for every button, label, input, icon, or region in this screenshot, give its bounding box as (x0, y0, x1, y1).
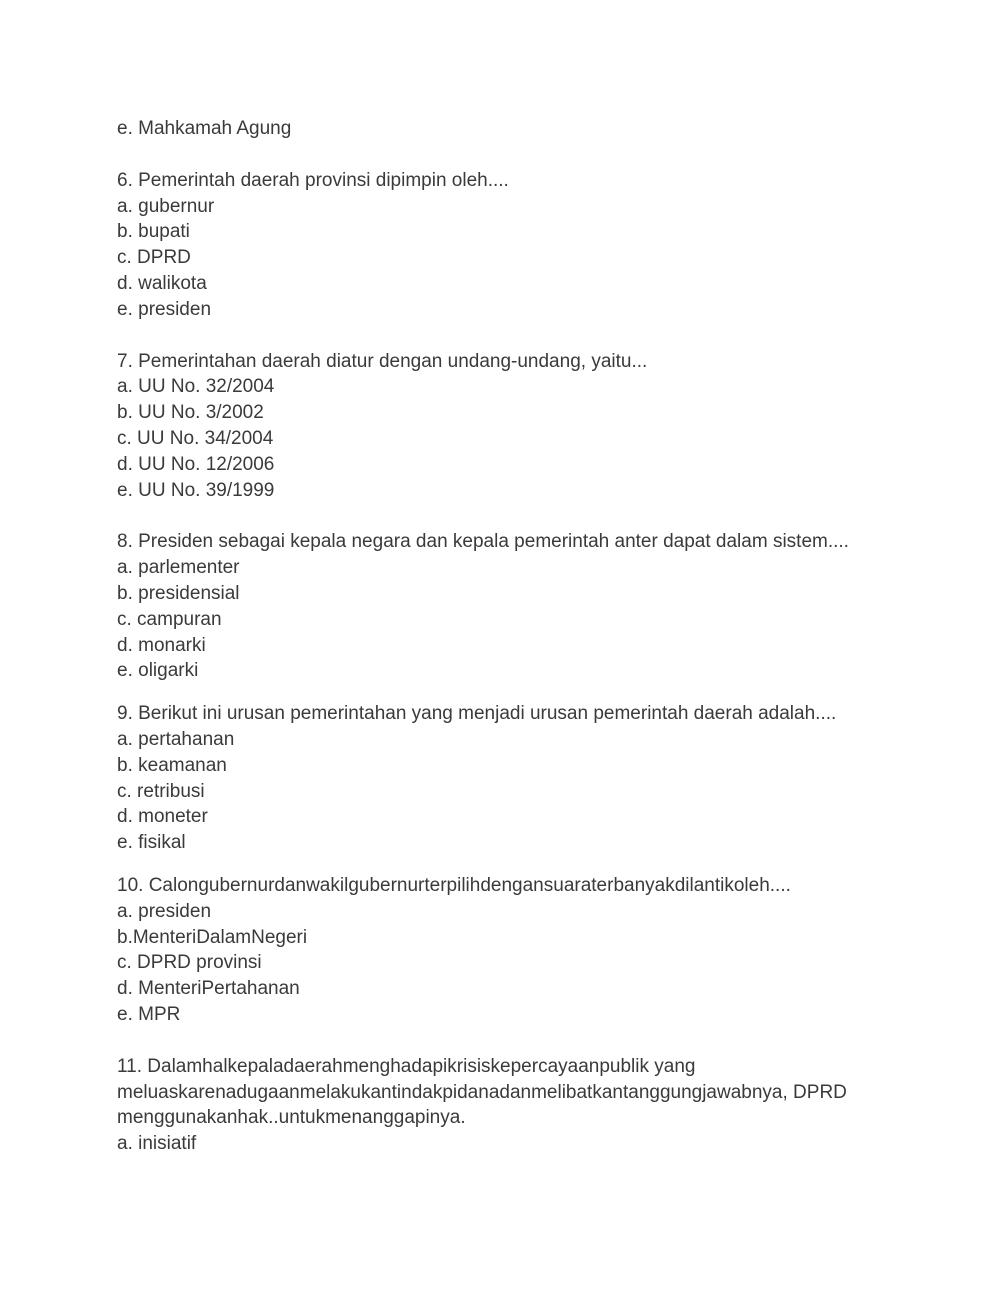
question-text-line-2: meluaskarenadugaanmelakukantindakpidanadanmelibatkantanggungjawabnya, DPRD (117, 1081, 847, 1103)
question-7 (117, 349, 917, 504)
question-5-option-e: e. Mahkamah Agung (117, 118, 292, 139)
question-11 (117, 1054, 917, 1157)
option-e: e. presiden (117, 298, 212, 320)
option-c: c. UU No. 34/2004 (117, 427, 274, 449)
option-a: a. inisiatif (117, 1133, 197, 1155)
question-text: 7. Pemerintahan daerah diatur dengan undang-undang, yaitu... (117, 350, 648, 372)
spacer (117, 1028, 917, 1054)
option-a: a. gubernur (117, 195, 215, 217)
spacer (117, 856, 917, 873)
option-b: b. presidensial (117, 582, 240, 604)
option-b: b. keamanan (117, 754, 227, 776)
option-c: c. campuran (117, 608, 222, 630)
worksheet-page (117, 116, 917, 1157)
question-text: 8. Presiden sebagai kepala negara dan kepala pemerintah anter dapat dalam sistem.... (117, 531, 849, 553)
question-text: 9. Berikut ini urusan pemerintahan yang menjadi urusan pemerintah daerah adalah.... (117, 703, 837, 725)
option-b: b. bupati (117, 221, 190, 243)
option-c: c. DPRD provinsi (117, 952, 262, 974)
option-e: e. MPR (117, 1003, 181, 1025)
option-e: e. oligarki (117, 660, 199, 682)
question-9 (117, 701, 917, 856)
option-c: c. DPRD (117, 247, 191, 269)
option-a: a. UU No. 32/2004 (117, 376, 275, 398)
spacer (117, 323, 917, 349)
question-text: 6. Pemerintah daerah provinsi dipimpin oleh.... (117, 169, 509, 191)
spacer (117, 142, 917, 168)
question-text: 10. Calongubernurdanwakilgubernurterpilihdengansuaraterbanyakdilantikoleh.... (117, 874, 791, 896)
option-b: b.MenteriDalamNegeri (117, 926, 308, 948)
spacer (117, 503, 917, 529)
option-d: d. walikota (117, 272, 207, 294)
option-a: a. presiden (117, 900, 212, 922)
option-d: d. UU No. 12/2006 (117, 453, 275, 475)
question-6 (117, 168, 917, 323)
option-d: d. monarki (117, 634, 206, 656)
question-8 (117, 529, 917, 684)
option-e: e. UU No. 39/1999 (117, 479, 275, 501)
question-text-line-3: menggunakanhak..untukmenanggapinya. (117, 1107, 466, 1129)
option-d: d. MenteriPertahanan (117, 978, 300, 1000)
option-a: a. pertahanan (117, 728, 235, 750)
option-d: d. moneter (117, 806, 208, 828)
spacer (117, 684, 917, 701)
option-c: c. retribusi (117, 780, 205, 802)
option-e: e. fisikal (117, 832, 186, 854)
question-10 (117, 873, 917, 1028)
option-a: a. parlementer (117, 557, 240, 579)
option-b: b. UU No. 3/2002 (117, 402, 264, 424)
question-text-line-1: 11. Dalamhalkepaladaerahmenghadapikrisiskepercayaanpublik yang (117, 1055, 696, 1077)
